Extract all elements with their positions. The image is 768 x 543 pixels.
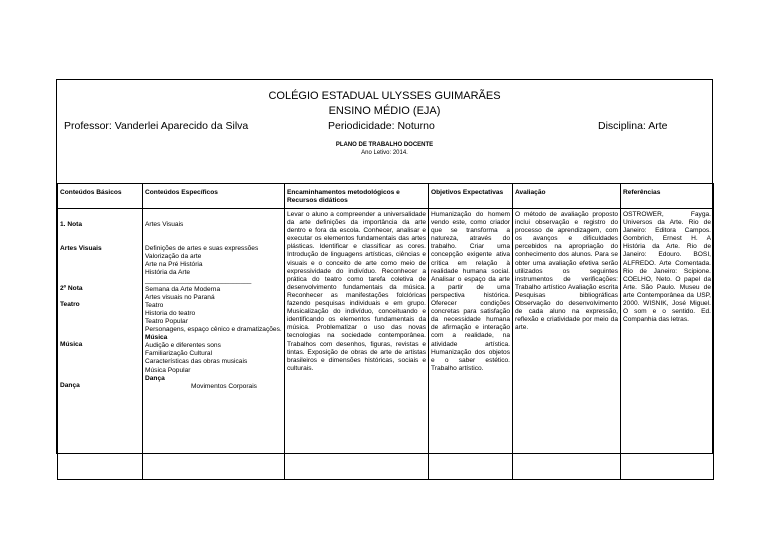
objetivos-cell: Humanização do homem vendo este, como criador que se transforma a natureza, através do trabalho. Criar uma concepção exigente ativa crítica em relação à realidade humana social. Analisar o espaço da arte a partir de uma perspectiva histórica. Oferecer condições concretas para satisfação da necessidade humana de afirmação e interação com a realidade, na atividade artística. Humanização dos objetos e o saber estético. Trabalho artístico. — [429, 209, 513, 480]
table-header-row — [58, 184, 714, 209]
especifico-item: Arte na Pré História — [145, 261, 203, 269]
especifico-item: Características das obras musicais — [145, 358, 248, 366]
level-title: ENSINO MÉDIO (EJA) — [328, 105, 441, 117]
disciplina-label: Disciplina: Arte — [598, 120, 668, 132]
header-objetivos: Objetivos Expectativas — [429, 184, 513, 209]
especifico-item: Movimentos Corporais — [191, 382, 257, 390]
header-referencias: Referências — [621, 184, 714, 209]
school-title: COLÉGIO ESTADUAL ULYSSES GUIMARÃES — [268, 90, 501, 102]
especifico-item: Teatro Popular — [145, 317, 188, 325]
professor-label: Professor: Vanderlei Aparecido da Silva — [64, 120, 249, 132]
table-row — [58, 209, 714, 480]
especifico-item: Teatro — [145, 301, 164, 309]
basico-item: Artes Visuais — [60, 245, 102, 253]
basico-item: Teatro — [60, 301, 80, 309]
especifico-item: Definições de artes e suas expressões — [145, 245, 259, 253]
plan-title: PLANO DE TRABALHO DOCENTE — [335, 142, 434, 148]
especifico-item: Música Popular — [145, 366, 191, 374]
header-encaminhamentos: Encaminhamentos metodológicos e Recursos didáticos — [285, 184, 429, 209]
encaminhamentos-cell: Levar o aluno a compreender a universalidade da arte definições da importância da arte dentro e fora da escola. Conhecer, analisar e executar os elementos fundamentais das artes plásticas. Identificar e classificar as cores. Introdução de linguagens artísticas, ciências e visuais e o conceito de arte como meio de expressividade do indivíduo. Reconhecer a prática do teatro como tarefa coletiva de desenvolvimento fundamentais da música. Reconhecer as manifestações folclóricas fazendo pesquisas individuais e em grupo. Musicalização do indivíduo, conceituando e identificando os elementos fundamentais da música. Problematizar o uso das novas tecnologias na sociedade contemporânea. Trabalhos com desenhos, figuras, revistas e tintas. Exposição de obras de arte de artistas brasileiros e dimensões históricas, sociais e culturais. — [285, 209, 429, 480]
basico-item: Música — [60, 341, 83, 349]
referencias-cell: OSTROWER, Fayga. Universos da Arte. Rio de Janeiro: Editora Campos. Gombrich, Ernest H. A História da Arte. Rio de Janeiro: Edouro. BOSI, ALFREDO. Arte Comentada. Rio de Janeiro: Scipione. COELHO, Neto. O papel da Arte. São Paulo. Museu de arte Contemporânea da USP, 2000. WISNIK, José Miguel. O som e o sentido. Ed. Companhia das letras. — [621, 209, 714, 480]
especifico-item: Artes Visuais — [145, 221, 184, 228]
header-basicos: Conteúdos Básicos — [58, 184, 143, 209]
basico-item: 2º Nota — [60, 285, 83, 293]
especifico-item: Personagens, espaço cênico e dramatizações. — [145, 326, 282, 334]
especifico-item: Familiarização Cultural — [145, 350, 213, 358]
header-especificos: Conteúdos Específicos — [143, 184, 285, 209]
especificos-cell — [143, 209, 285, 480]
basico-item: Dança — [60, 382, 80, 390]
especifico-item: Historia do teatro — [145, 309, 196, 317]
especifico-item: Artes visuais no Paraná — [145, 293, 215, 301]
especifico-item: Música — [145, 334, 168, 342]
header-avaliacao: Avaliação — [513, 184, 621, 209]
periodicidade-label: Periodicidade: Noturno — [328, 120, 435, 132]
divider-line: _____________________________ — [145, 277, 252, 285]
basicos-cell — [58, 209, 143, 480]
especifico-item: Audição e diferentes sons — [145, 342, 221, 350]
document-page — [56, 79, 713, 454]
especifico-item: Semana da Arte Moderna — [145, 285, 221, 293]
basico-item: 1. Nota — [60, 221, 82, 228]
work-plan-table — [57, 183, 714, 480]
especifico-item: História da Arte — [145, 269, 191, 277]
school-year: Ano Letivo: 2014. — [361, 150, 408, 156]
especifico-item: Dança — [145, 374, 165, 382]
avaliacao-cell: O método de avaliação proposto inclui observação e registro do processo de aprendizagem, com os avanços e dificuldades percebidos na apropriação do conhecimento dos alunos. Para se obter uma avaliação efetiva serão utilizados os seguintes instrumentos de verificações: Trabalho artístico Avaliação escrita Pesquisas bibliográficas Observação do desenvolvimento de cada aluno na expressão, reflexão e criatividade por meio da arte. — [513, 209, 621, 480]
especifico-item: Valorização da arte — [145, 253, 202, 261]
